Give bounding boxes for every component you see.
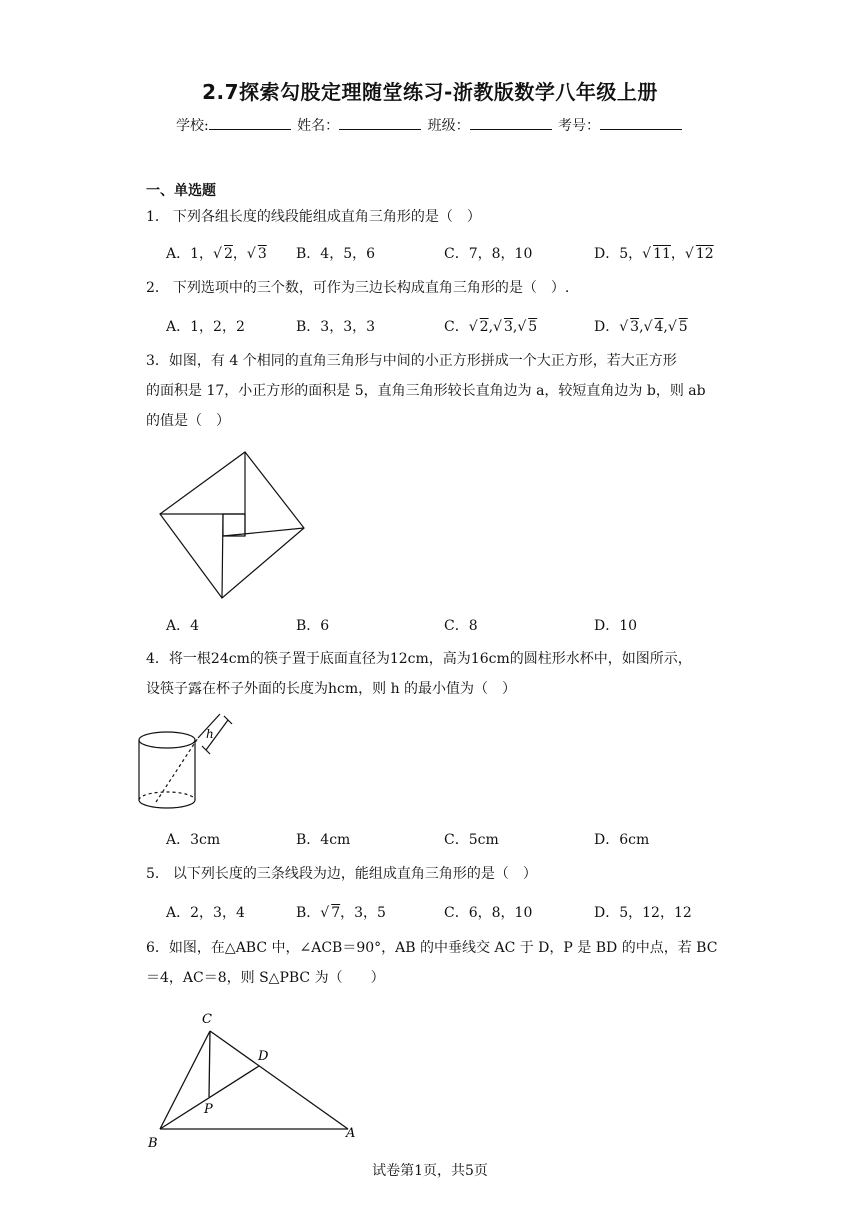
option-text: 6 [320,618,330,634]
option-text: 4，5，6 [320,246,376,262]
option-label: A． [166,319,191,335]
q5-option-a [166,902,245,922]
sqrt-icon: √ [493,319,502,335]
q5-option-b [296,902,386,922]
radicand: 3 [257,246,267,262]
option-text: 10 [619,618,638,634]
q2-option-d: D．√ 3,√ 4,√ 5 [594,319,688,335]
radicand: 5 [528,319,538,335]
page-footer: 试卷第1页，共5页 [372,1163,488,1179]
question-number: 2． [146,280,169,296]
radicand: 4 [654,319,664,335]
option-label: D． [594,832,620,848]
sqrt-icon: √ [684,246,694,262]
radicand: 11 [653,246,671,262]
option-label: B． [296,618,321,634]
triangle-edge [223,528,304,536]
question-4 [146,644,726,704]
option-text: 4cm [320,832,351,848]
q2-option-b [296,316,375,336]
label-d: D [258,1049,269,1064]
option-label: A． [166,832,191,848]
option-label: C． [444,246,469,262]
class-blank [470,115,552,130]
question-number: 1． [146,209,169,225]
option-text: 8 [468,618,478,634]
question-number: 5． [146,866,169,882]
option-label: B． [296,905,321,921]
exam-no-blank [600,115,682,130]
h-label: h [206,727,214,741]
h-tick [224,716,232,724]
segment-ca [210,1031,348,1129]
option-label: C． [444,832,469,848]
label-p: P [204,1102,213,1117]
option-text: 5cm [468,832,499,848]
name-label: 姓名： [297,118,340,134]
q4-option-c [444,829,499,849]
cylinder-bottom-back [139,792,195,800]
option-text: 1，2，2 [190,319,245,335]
radicand: 3 [503,319,513,335]
sqrt-icon: √ [468,319,478,335]
page-title: 2.7探索勾股定理随堂练习-浙教版数学八年级上册 [202,80,658,104]
q1-option-b [296,243,375,263]
option-label: A． [166,905,191,921]
class-label: 班级： [427,118,470,134]
option-sep: ， [670,246,685,262]
q3-option-d [594,615,637,635]
question-number: 4． [146,651,169,667]
segment-cp [209,1031,210,1097]
option-label: B． [296,319,321,335]
exam-no-label: 考号： [558,118,601,134]
question-text-line: 如图，有 4 个相同的直角三角形与中间的小正方形拼成一个大正方形，若大正方形 [168,353,677,369]
option-label: A． [166,618,191,634]
segment-bc [160,1031,210,1129]
option-text: 6cm [619,832,650,848]
outer-square [160,452,304,598]
option-text: 4 [190,618,200,634]
option-label: B． [296,246,321,262]
sqrt-icon: √ [246,246,256,262]
label-a: A [346,1126,356,1141]
radicand: 2 [479,319,489,335]
radicand: 5 [678,319,688,335]
sqrt-icon: √ [619,319,629,335]
q4-figure-cylinder-chopstick [136,708,236,818]
inner-square [223,514,245,536]
sqrt-icon: √ [642,246,652,262]
option-label: C． [444,319,469,335]
section-heading: 一、单选题 [146,183,216,199]
question-text-line: 的值是（ ） [146,413,230,429]
name-blank [339,115,421,130]
sqrt-icon: √ [667,319,677,335]
option-text: 3cm [190,832,221,848]
question-text-line: ＝4，AC＝8，则 S△PBC 为（ ） [146,970,385,986]
triangle-edge [222,514,223,598]
option-label: D． [594,618,620,634]
option-label: C． [444,618,469,634]
question-text-line: 将一根24cm的筷子置于底面直径为12cm，高为16cm的圆柱形水杯中，如图所示， [168,651,692,667]
q3-option-c [444,615,478,635]
q1-option-d [594,243,714,263]
option-label: A． [166,246,191,262]
radicand: 2 [223,246,233,262]
q2-option-c: C．√ 2,√ 3,√ 5 [444,319,538,335]
q1-option-c [444,243,532,263]
question-2 [146,277,569,297]
question-text: 下列各组长度的线段能组成直角三角形的是（ ） [172,209,481,225]
h-tick [202,746,210,754]
option-text: 3，3，3 [320,319,376,335]
question-text: 下列选项中的三个数，可作为三边长构成直角三角形的是（ ）. [172,280,570,296]
question-number: 3． [146,353,169,369]
option-text: 2，3，4 [190,905,245,921]
option-label: D． [594,246,620,262]
option-label: D． [594,319,620,335]
option-label: B． [296,832,321,848]
question-text-line: 设筷子露在杯子外面的长度为hcm，则 h 的最小值为（ ） [146,681,517,697]
question-number: 6． [146,940,169,956]
q3-figure-pinwheel-square [150,444,320,604]
question-text-line: 如图，在△ABC 中，∠ACB＝90°，AB 的中垂线交 AC 于 D，P 是 BD 的中点，若 BC [168,940,718,956]
q1-option-a [166,243,267,263]
q2-option-a [166,316,245,336]
cylinder-bottom-front [139,800,195,808]
question-5 [146,863,537,883]
sqrt-icon: √ [643,319,653,335]
option-text: 5，12，12 [619,905,692,921]
school-label: 学校: [175,118,209,134]
option-text: ，3，5 [340,905,386,921]
option-text: 1， [190,246,214,262]
option-text: 7，8，10 [468,246,533,262]
option-label: D． [594,905,620,921]
q4-option-d [594,829,649,849]
question-text: 以下列长度的三条线段为边，能组成直角三角形的是（ ） [172,866,537,882]
option-text: 5， [619,246,643,262]
label-b: B [148,1136,158,1151]
label-c: C [202,1012,212,1027]
q3-option-b [296,615,329,635]
sqrt-icon: √ [213,246,222,262]
q4-option-a [166,829,220,849]
option-text: 6，8，10 [468,905,533,921]
question-text-line: 的面积是 17，小正方形的面积是 5，直角三角形较长直角边为 a，较短直角边为 b，则 ab [146,383,706,399]
radicand: 3 [630,319,640,335]
student-info-line [0,115,860,135]
question-3 [146,346,726,436]
q6-figure-triangle-abc [140,1005,370,1155]
school-blank [209,115,291,130]
sqrt-icon: √ [517,319,527,335]
q5-option-c [444,902,532,922]
question-1 [146,206,481,226]
q3-option-a [166,615,199,635]
q4-option-b [296,829,350,849]
q5-option-d [594,902,692,922]
question-6 [146,933,726,993]
option-label: C． [444,905,469,921]
sqrt-icon: √ [320,905,330,921]
radicand: 12 [695,246,714,262]
cylinder-top [139,732,195,748]
option-sep: ， [232,246,247,262]
radicand: 7 [331,905,341,921]
